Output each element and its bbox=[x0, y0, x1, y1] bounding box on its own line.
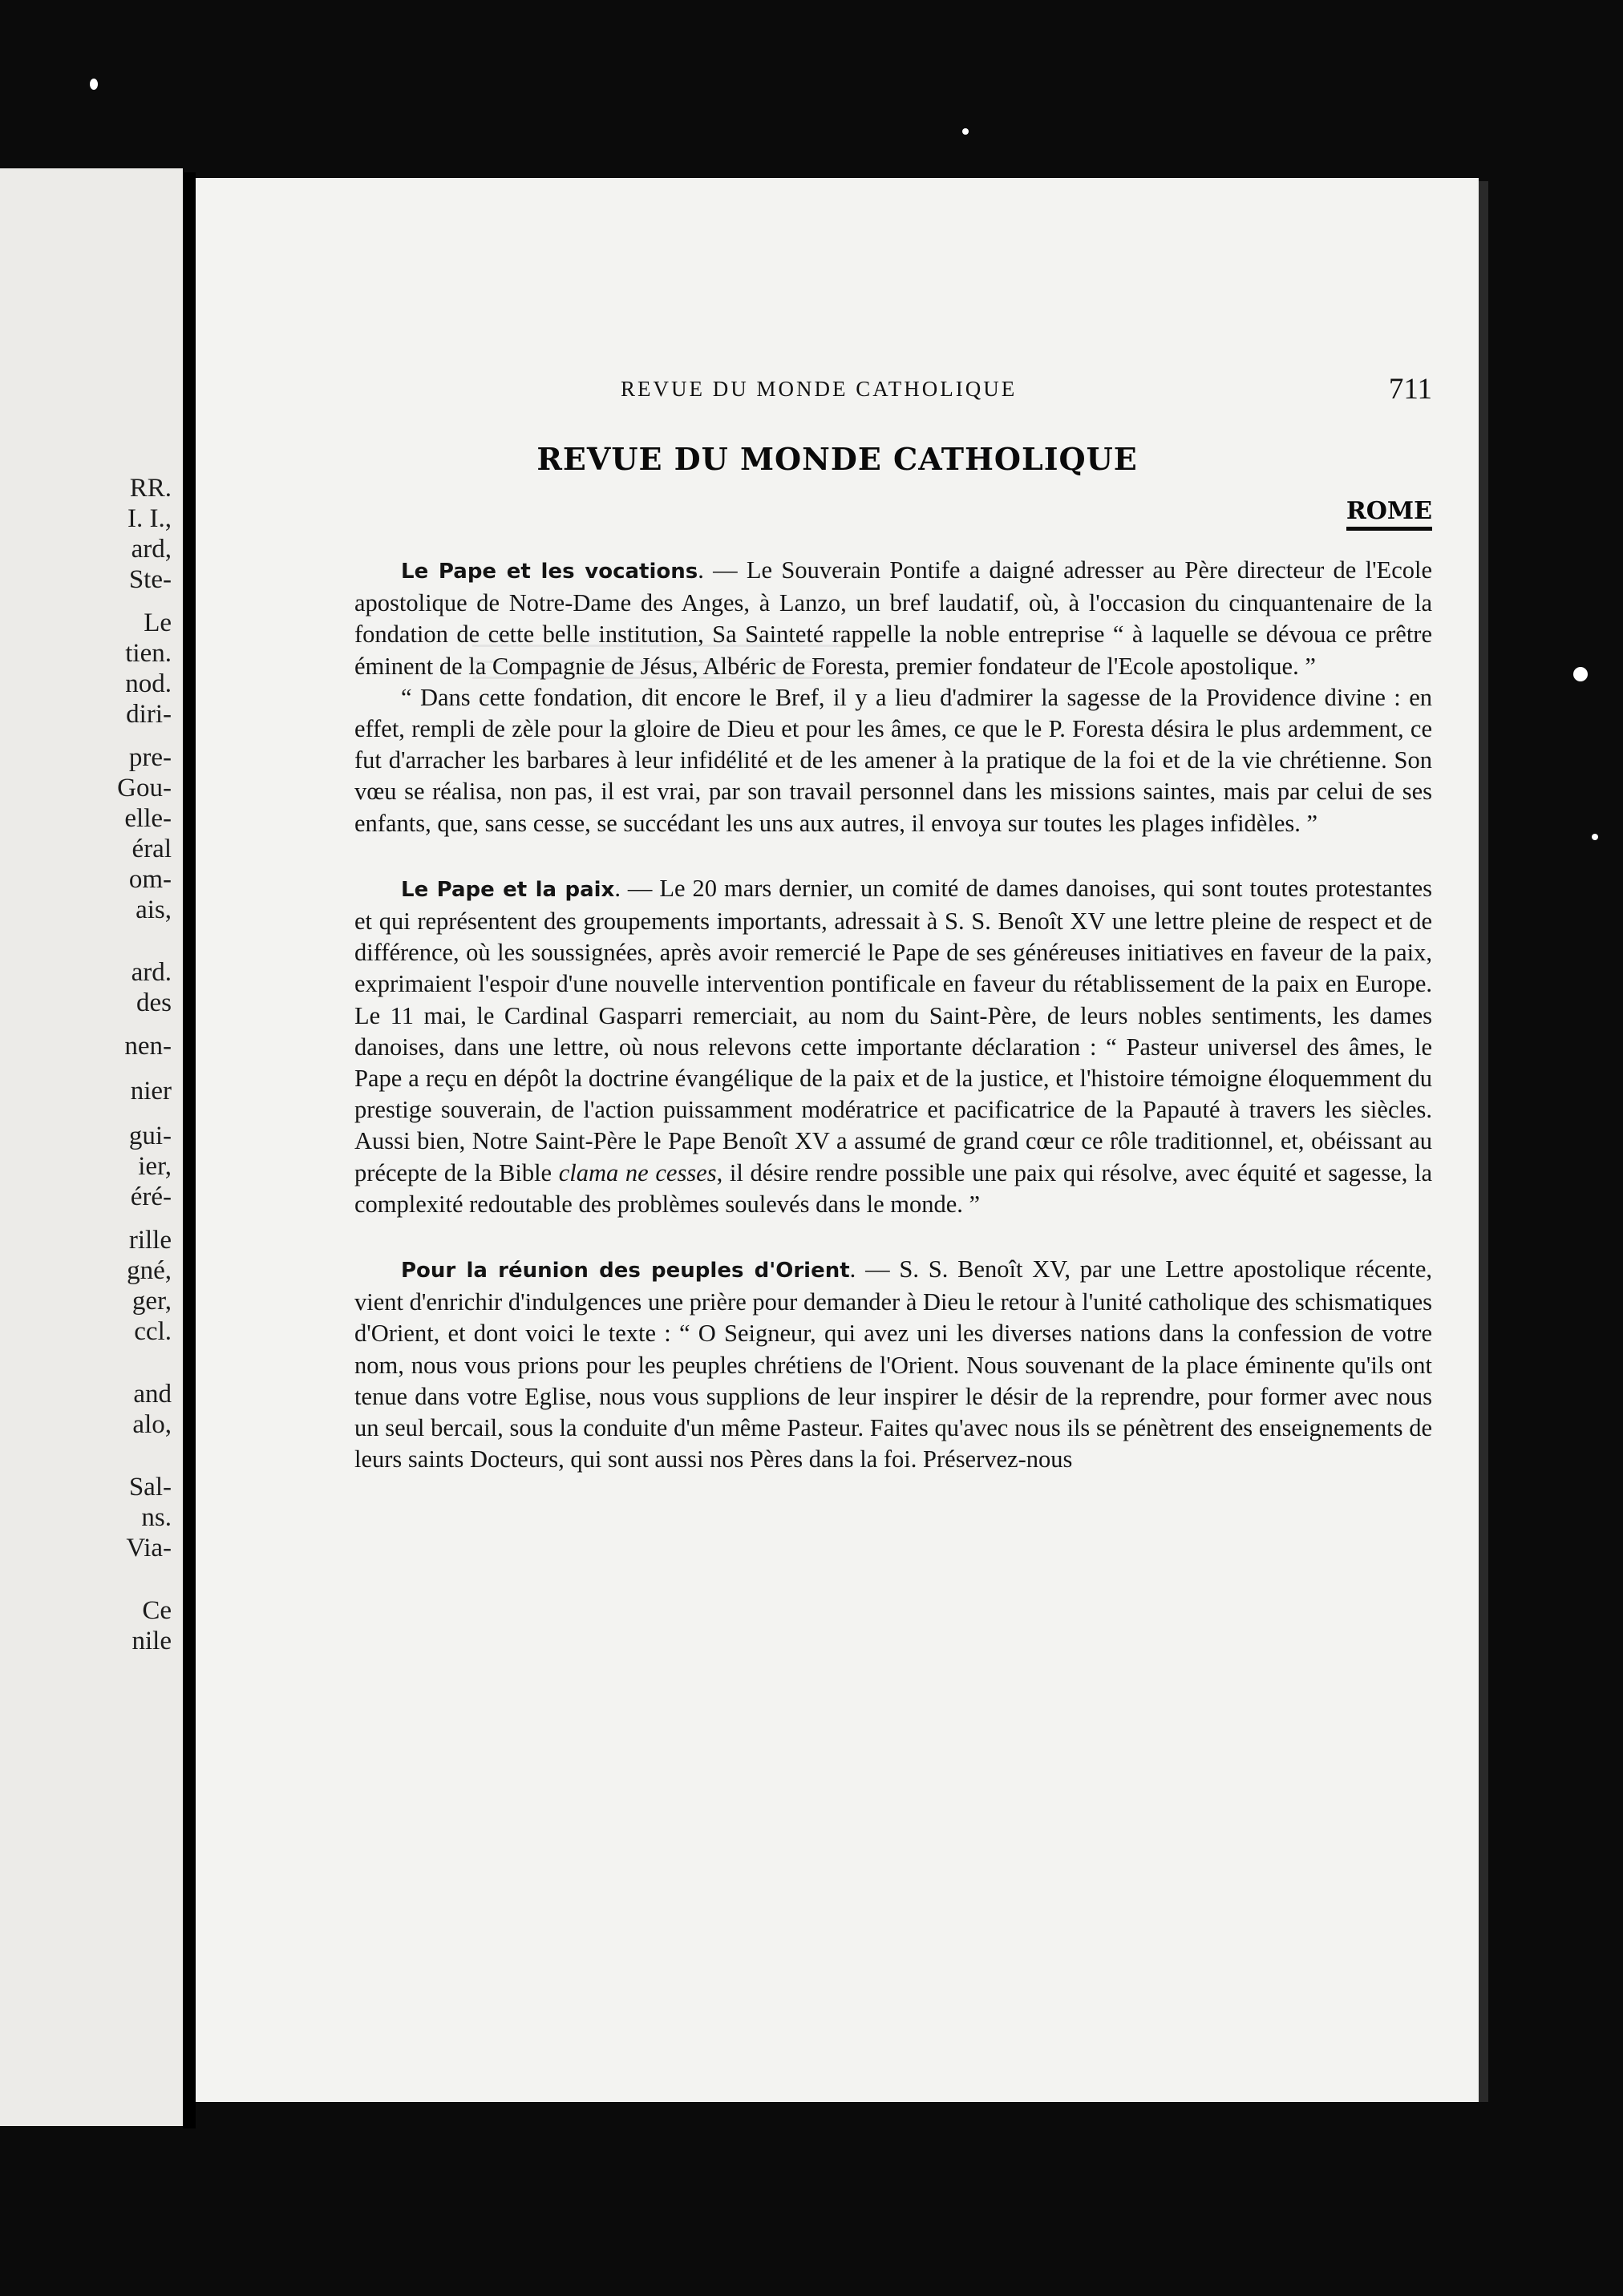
page-title: REVUE DU MONDE CATHOLIQUE bbox=[536, 441, 1138, 477]
fragment-line: elle- bbox=[124, 804, 172, 833]
scan-speck bbox=[90, 79, 98, 90]
paragraph-orient bbox=[354, 1254, 1432, 1475]
fragment-line: Ste- bbox=[128, 565, 172, 594]
paragraph-vocations bbox=[354, 555, 1432, 682]
fragment-line: om- bbox=[128, 865, 172, 894]
paragraph-lead: Le Pape et les vocations bbox=[401, 560, 698, 584]
paragraph-text-continued: , il désire rendre possible une paix qui résolve, avec équité et sagesse, la complexité redoutable des problèmes soulevés dans le monde. ” bbox=[354, 1158, 1432, 1218]
scan-speck bbox=[1592, 834, 1598, 840]
paragraph-bref-quote bbox=[354, 682, 1432, 839]
fragment-line: gui- bbox=[128, 1122, 172, 1150]
fragment-line: ns. bbox=[141, 1503, 172, 1532]
fragment-line: ais, bbox=[136, 895, 172, 924]
fragment-line: ier, bbox=[138, 1152, 172, 1181]
fragment-line: des bbox=[136, 988, 172, 1017]
paragraph-lead: Pour la réunion des peuples d'Orient bbox=[401, 1259, 850, 1283]
fragment-line: éral bbox=[132, 835, 172, 863]
fragment-line: Le bbox=[144, 608, 172, 637]
paragraph-lead: Le Pape et la paix bbox=[401, 877, 615, 902]
fragment-line: and bbox=[133, 1380, 172, 1409]
fragment-line: Sal- bbox=[128, 1473, 172, 1502]
page-edge-shadow bbox=[1479, 181, 1488, 2102]
fragment-line: Via- bbox=[126, 1534, 172, 1562]
fragment-line: alo, bbox=[132, 1410, 172, 1439]
fragment-line: nod. bbox=[125, 669, 172, 698]
fragment-line: RR. bbox=[129, 474, 172, 503]
fragment-line: tien. bbox=[125, 639, 172, 668]
article-body bbox=[354, 555, 1432, 1475]
page-number: 711 bbox=[1388, 373, 1432, 406]
fragment-line: rille bbox=[128, 1226, 172, 1255]
paragraph-italic: clama ne cesses bbox=[558, 1158, 717, 1186]
fragment-line: ccl. bbox=[134, 1317, 172, 1346]
paragraph-text: “ Dans cette fondation, dit encore le Bref, il y a lieu d'admirer la sagesse de la Providence divine : en effet, rempli de zèle pour la gloire de Dieu et pour les âmes, ce que le P. Foresta désira le plus ardemment, ce fut d'arracher les barbares à leur infidélité et de les amener à la pratique de la foi et de la vie chrétienne. Son vœu se réalisa, non pas, il est vrai, par son travail personnel dans les missions saintes, mais par celui de ses enfants, que, sans cesse, se succédant les uns aux autres, il envoya sur toutes les plages infidèles. ” bbox=[354, 683, 1432, 837]
fragment-line: I. I., bbox=[127, 504, 172, 533]
fragment-line: nile bbox=[132, 1627, 172, 1655]
fragment-line: Gou- bbox=[117, 774, 172, 802]
fragment-line: ard. bbox=[131, 958, 172, 987]
fragment-line: ger, bbox=[132, 1287, 172, 1316]
document-page bbox=[196, 178, 1479, 2102]
running-head: REVUE DU MONDE CATHOLIQUE bbox=[621, 377, 1018, 401]
previous-page-fragment bbox=[0, 168, 183, 2126]
page-header bbox=[196, 373, 1479, 417]
fragment-line: éré- bbox=[130, 1182, 172, 1211]
paragraph-text: . — Le Souverain Pontife a daigné adresser au Père directeur de l'Ecole apostolique de Notre-Dame des Anges, à Lanzo, un bref laudatif, où, à l'occasion du cinquantenaire de la fondation de cette belle institution, Sa Sainteté rappelle la noble entreprise “ à laquelle se dévoua ce prêtre éminent de la Compagnie de Jésus, Albéric de Foresta, premier fondateur de l'Ecole apostolique. ” bbox=[354, 556, 1432, 680]
fragment-line: ard, bbox=[131, 535, 172, 564]
page-gutter bbox=[183, 172, 196, 2128]
paragraph-text: . — S. S. Benoît XV, par une Lettre apostolique récente, vient d'enrichir d'indulgences une prière pour demander à Dieu le retour à l'unité catholique des schismatiques d'Orient, et dont voici le texte : “ O Seigneur, qui avez uni les diverses nations dans la confession de votre nom, nous vous prions pour les peuples chrétiens de l'Orient. Nous souvenant de la place éminente qu'ils ont tenue dans votre Eglise, nous vous supplions de leur inspirer le désir de la reprendre, pour former avec nous un seul bercail, sous la conduite d'un même Pasteur. Faites qu'avec nous ils se pénètrent des enseignements de leurs saints Docteurs, qui sont aussi nos Pères dans la foi. Préservez-nous bbox=[354, 1255, 1432, 1473]
fragment-line: nen- bbox=[124, 1032, 172, 1061]
scan-speck bbox=[1573, 667, 1588, 681]
scan-speck bbox=[962, 128, 969, 135]
paragraph-paix bbox=[354, 873, 1432, 1220]
fragment-line: diri- bbox=[126, 700, 172, 729]
fragment-line: gné, bbox=[127, 1256, 172, 1285]
fragment-line: pre- bbox=[128, 743, 172, 772]
fragment-line: nier bbox=[130, 1077, 172, 1106]
paragraph-text: . — Le 20 mars dernier, un comité de dames danoises, qui sont toutes protestantes et qui représentent des groupements importants, adressait à S. S. Benoît XV une lettre pleine de respect et de différence, où les soussignées, après avoir remercié le Pape de ses généreuses initiatives en faveur de la paix, exprimaient l'espoir d'une nouvelle intervention pontificale en faveur du rétablissement de la paix en Europe. Le 11 mai, le Cardinal Gasparri remerciait, au nom du Saint-Père, de leurs nobles sentiments, les dames danoises, dans une lettre, où nous relevons cette importante déclaration : “ Pasteur universel des âmes, le Pape a reçu en dépôt la doctrine évangélique de la paix et de la justice, et l'histoire témoigne éloquemment du prestige souverain, de l'action puissamment modératrice et pacificatrice de la Papauté à travers les siècles. Aussi bien, Notre Saint-Père le Pape Benoît XV a assumé de grand cœur ce rôle traditionnel, et, obéissant au précepte de la Bible bbox=[354, 874, 1432, 1186]
fragment-line: Ce bbox=[142, 1596, 172, 1625]
section-heading: ROME bbox=[1346, 497, 1432, 531]
